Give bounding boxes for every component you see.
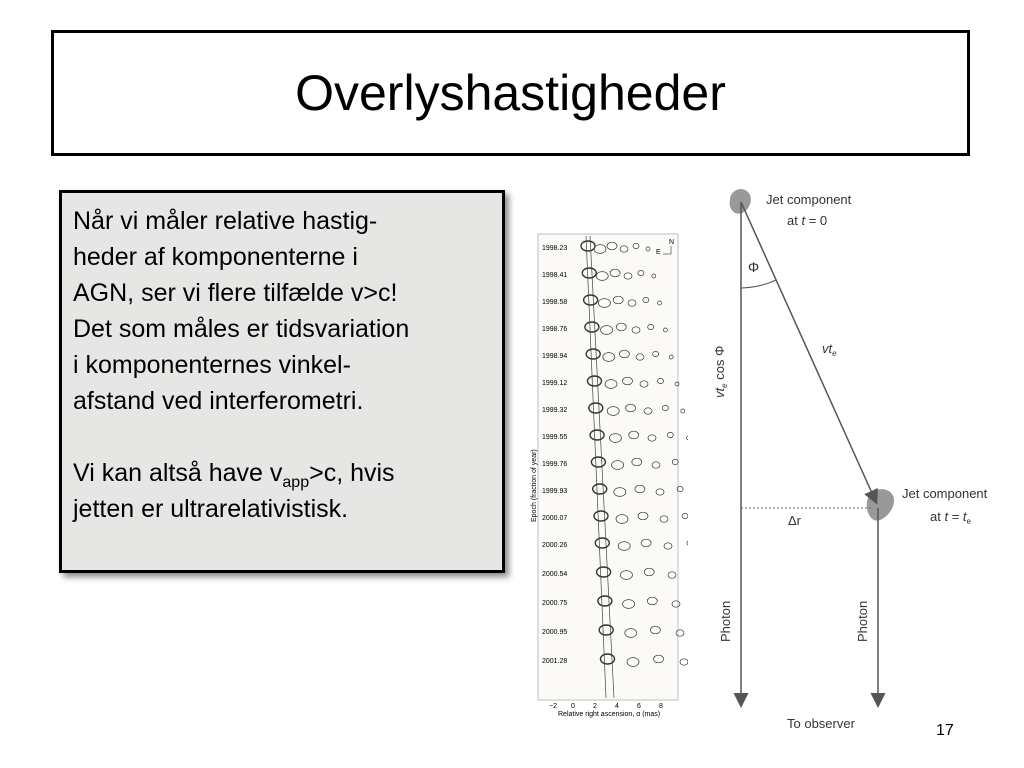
x-ticks: [549, 703, 663, 710]
body-line: afstand ved interferometri.: [73, 387, 364, 415]
epoch-label: 2000.26: [542, 542, 568, 549]
paragraph-2: [73, 455, 492, 527]
epoch-label: 1999.12: [542, 380, 568, 387]
para2-line2: jetten er ultrarelativistisk.: [73, 495, 349, 523]
x-tick-label: 0: [571, 703, 575, 710]
epoch-label: 2000.54: [542, 571, 568, 578]
epoch-label: 1998.94: [542, 353, 568, 360]
page-number: 17: [936, 722, 954, 739]
epoch-label: 2000.75: [542, 600, 568, 607]
x-tick-label: 6: [637, 703, 641, 710]
y-axis-label: Epoch (fraction of year): [531, 449, 538, 522]
para2-post: >c, hvis: [309, 459, 395, 487]
top-label-2: at t = 0: [787, 213, 828, 228]
epoch-label: 1999.32: [542, 407, 568, 414]
title-box: [51, 30, 970, 156]
top-label-1: Jet component: [766, 192, 852, 207]
phi-arc: [741, 280, 776, 288]
epoch-label: 1998.76: [542, 326, 568, 333]
epoch-label: 1999.55: [542, 434, 568, 441]
x-tick-label: 2: [593, 703, 597, 710]
photon-left-label: Photon: [718, 600, 733, 642]
compass-n: N: [669, 239, 675, 246]
velocity-label: $vt_e$: [822, 341, 837, 358]
contour-blob: [687, 436, 688, 440]
paragraph-1: [73, 203, 492, 419]
epoch-label: 2000.07: [542, 515, 568, 522]
body-line: AGN, ser vi flere tilfælde v>c!: [73, 279, 398, 307]
epoch-label: 1998.58: [542, 299, 568, 306]
text-box: [59, 190, 505, 573]
epoch-label: 1999.93: [542, 488, 568, 495]
body-line: heder af komponenterne i: [73, 243, 358, 271]
phi-label: Φ: [748, 259, 760, 275]
body-line: Når vi måler relative hastig-: [73, 207, 378, 235]
x-tick-label: 8: [659, 703, 663, 710]
epoch-label: 1998.41: [542, 272, 568, 279]
contour-blob: [680, 659, 688, 665]
vertical-distance-label: $vt_e$ cos Φ: [712, 345, 729, 398]
epoch-figure: [528, 232, 688, 722]
photon-right-label: Photon: [855, 600, 870, 642]
x-axis-label: Relative right ascension, α (mas): [558, 711, 661, 718]
jet-diagram: [700, 180, 1000, 740]
contour-blob: [682, 513, 688, 518]
x-tick-label: −2: [549, 703, 557, 710]
contour-blob: [681, 409, 685, 413]
bottom-label-2: at $t = t_e$: [930, 509, 971, 526]
jet-blob-bottom: [867, 489, 894, 521]
epoch-label: 2000.95: [542, 629, 568, 636]
compass-e: E: [656, 249, 661, 256]
app-subscript: app: [282, 474, 310, 491]
body-line: Det som måles er tidsvariation: [73, 315, 410, 343]
bottom-label-1: Jet component: [902, 486, 988, 501]
contour-blob: [687, 540, 688, 545]
observer-label: To observer: [787, 716, 855, 731]
epoch-label: 2001.28: [542, 658, 568, 665]
epoch-label: 1999.76: [542, 461, 568, 468]
jet-velocity-arrow: [741, 202, 876, 502]
body-line: i komponenternes vinkel-: [73, 351, 351, 379]
x-tick-label: 4: [615, 703, 619, 710]
para2-pre: Vi kan altså have v: [73, 459, 283, 487]
epoch-label: 1998.23: [542, 245, 568, 252]
delta-r-label: Δr: [788, 513, 802, 528]
slide-title: Overlyshastigheder: [295, 65, 726, 121]
